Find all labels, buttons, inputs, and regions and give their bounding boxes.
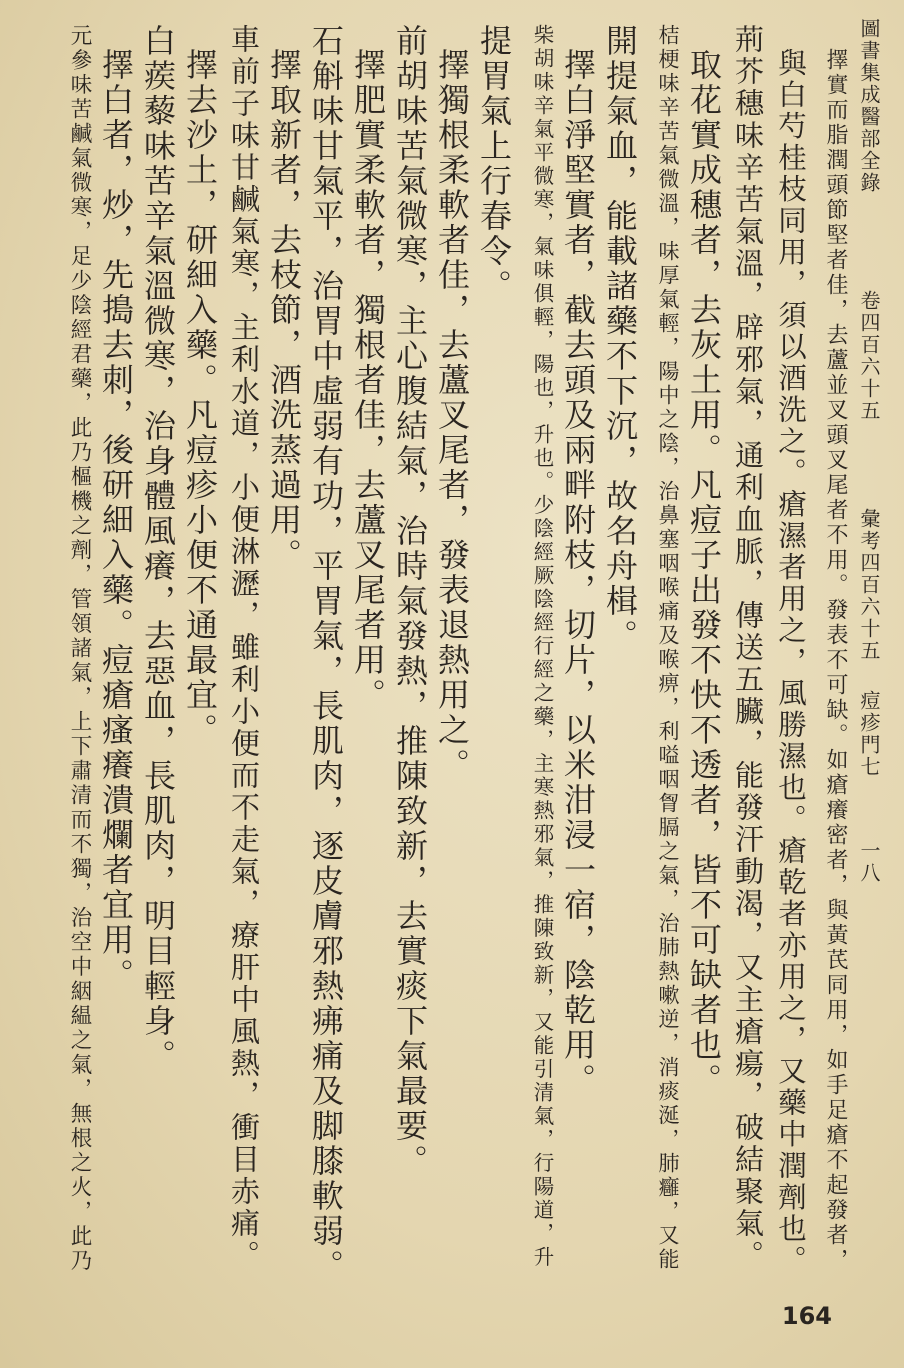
text-column-14: 擇取新者，去枝節，酒洗蒸過用。 <box>265 48 303 573</box>
text-column-10: 擇獨根柔軟者佳，去蘆叉尾者，發表退熱用之。 <box>433 48 471 783</box>
text-column-2: 與白芍桂枝同用，須以酒洗之。瘡濕者用之，風勝濕也。瘡乾者亦用之，又藥中潤劑也。 <box>774 48 807 1277</box>
text-column-4: 取花實成穗者，去灰土用。凡痘子出發不快不透者，皆不可缺者也。 <box>685 48 723 1098</box>
page-number: 164 <box>781 1302 832 1330</box>
header-section: 痘疹門七 <box>857 690 881 778</box>
header-volume: 卷四百六十五 <box>857 290 881 422</box>
header-compilation: 彙考四百六十五 <box>857 508 881 662</box>
header-leaf: 一八 <box>857 840 881 884</box>
text-column-15: 車前子味甘鹹氣寒，主利水道，小便淋瀝，雖利小便而不走氣，療肝中風熱，衝目赤痛。 <box>227 24 261 1272</box>
header-title: 圖書集成醫部全錄 <box>857 18 881 194</box>
text-column-3: 荊芥穗味辛苦氣溫，辟邪氣，通利血脈，傳送五臟，能發汗動渴，又主瘡瘍，破結聚氣。 <box>731 24 765 1272</box>
text-column-7: 擇白淨堅實者，截去頭及兩畔附枝，切片，以米泔浸一宿，陰乾用。 <box>559 48 597 1098</box>
text-column-1: 擇實而脂潤頭節堅者佳，去蘆並叉頭叉尾者不用。發表不可缺。如瘡癢密者，與黃芪同用，如手足瘡不起發者， <box>823 48 848 1273</box>
text-column-5: 桔梗味辛苦氣微溫，味厚氣輕，陽中之陰，治鼻塞咽喉痛及喉痹，利嗌咽胷膈之氣，治肺熱嗽逆，消痰涎，肺癰，又能 <box>656 24 680 1272</box>
text-column-18: 擇白者，炒，先搗去刺，後研細入藥。痘瘡瘙癢潰爛者宜用。 <box>97 48 135 993</box>
text-column-12: 擇肥實柔軟者，獨根者佳，去蘆叉尾者用。 <box>349 48 387 713</box>
text-column-13: 石斛味甘氣平，治胃中虛弱有功，平胃氣，長肌肉，逐皮膚邪熱疿痛及脚膝軟弱。 <box>307 24 345 1284</box>
text-column-9: 提胃氣上行春令。 <box>475 24 513 304</box>
text-column-19: 元參味苦鹹氣微寒，足少陰經君藥，此乃樞機之劑，管領諸氣，上下肅清而不獨，治空中絪緼之氣，無根之火，此乃 <box>67 24 92 1274</box>
text-column-16: 擇去沙土，研細入藥。凡痘疹小便不通最宜。 <box>181 48 219 748</box>
text-column-8: 柴胡味辛氣平微寒，氣味俱輕，陽也，升也。少陰經厥陰經行經之藥，主寒熱邪氣，推陳致新，又能引清氣，行陽道，升 <box>530 24 554 1270</box>
text-column-6: 開提氣血，能載諸藥不下沉，故名舟楫。 <box>601 24 639 654</box>
text-column-17: 白蒺藜味苦辛氣溫微寒，治身體風癢，去惡血，長肌肉，明目輕身。 <box>139 24 177 1074</box>
text-column-11: 前胡味苦氣微寒，主心腹結氣，治時氣發熱，推陳致新，去實痰下氣最要。 <box>391 24 429 1179</box>
